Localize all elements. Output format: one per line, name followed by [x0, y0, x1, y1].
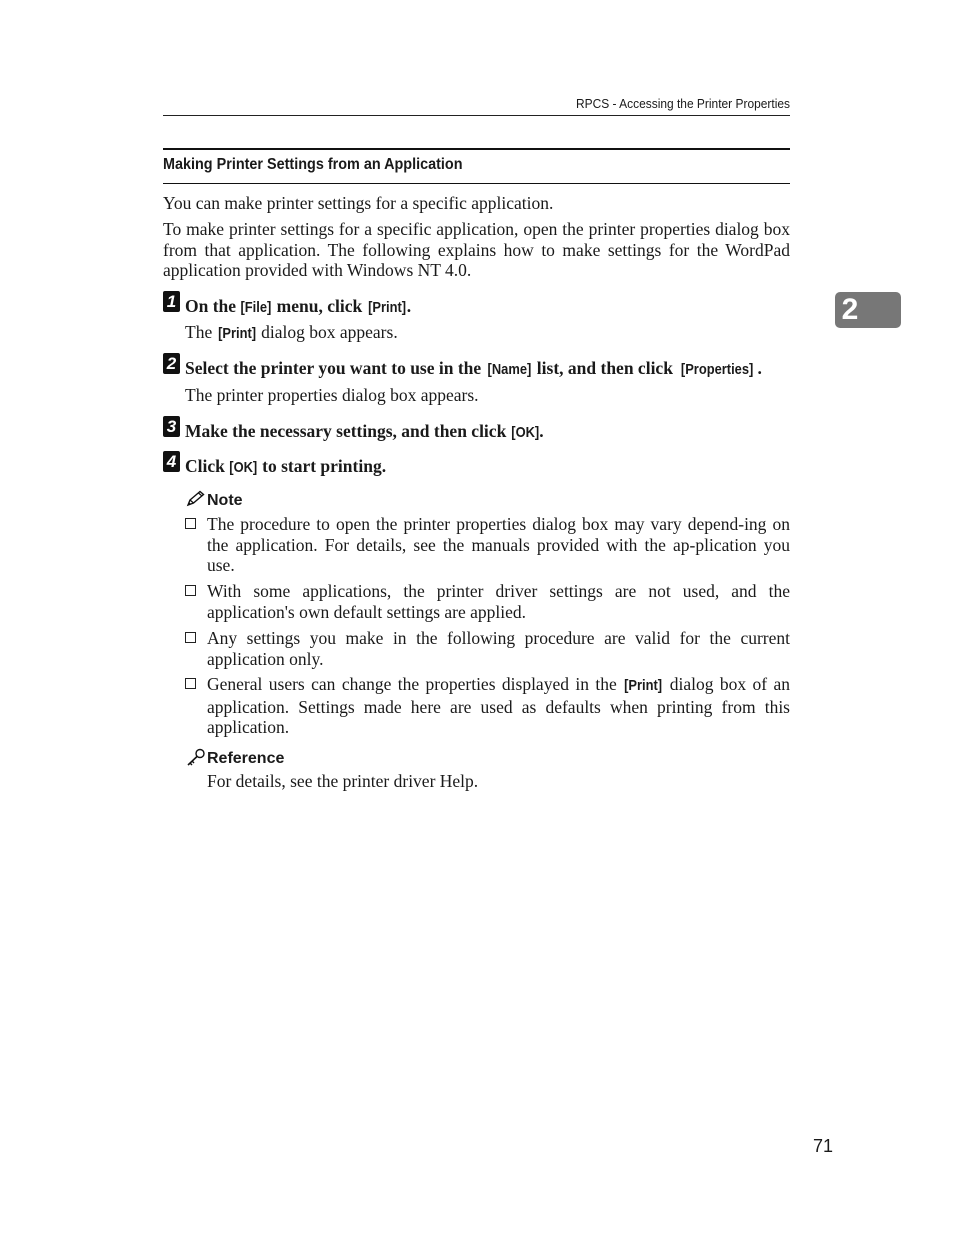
step-1-instruction: [185, 296, 795, 318]
step-2-instruction: [185, 358, 795, 380]
intro-paragraph-1: You can make printer settings for a specific application.: [163, 193, 554, 213]
name-list-keyword: [Name]: [487, 361, 531, 378]
note-item-3: [185, 628, 790, 670]
step-4-text-b: to start printing.: [257, 456, 387, 476]
step-badge-3: 3: [163, 416, 180, 437]
checkbox-icon: [185, 678, 196, 689]
step-4-text-a: Click: [185, 456, 230, 476]
step-2-text-c: .: [757, 358, 762, 378]
print-command-keyword: [Print]: [367, 299, 406, 316]
note-item-4-text: [207, 674, 790, 738]
header-rule: [163, 115, 790, 116]
step-2-text-b: list, and then click: [532, 358, 678, 378]
checkbox-icon: [185, 585, 196, 596]
section-rule-bottom: [163, 183, 790, 184]
step-3-text-a: Make the necessary settings, and then click: [185, 421, 511, 441]
properties-keyword: [Properties]: [681, 361, 754, 378]
ok-keyword: [OK]: [510, 424, 539, 441]
chapter-tab: [835, 292, 901, 328]
note-item-1: [185, 514, 790, 576]
step-2-text-a: Select the printer you want to use in the: [185, 358, 486, 378]
step-badge-1: 1: [163, 291, 180, 312]
step-1-result-b: dialog box appears.: [256, 322, 398, 342]
pencil-icon: [185, 490, 207, 508]
file-menu-keyword: [File]: [240, 299, 272, 316]
step-2-result: The printer properties dialog box appears.: [185, 385, 479, 405]
page-number: 71: [812, 1136, 833, 1156]
running-header: RPCS - Accessing the Printer Properties: [575, 96, 790, 111]
key-icon: [185, 748, 207, 766]
step-4-instruction: [185, 456, 795, 478]
chapter-number: 2: [841, 293, 859, 326]
checkbox-icon: [185, 632, 196, 643]
note-item-1-text: The procedure to open the printer properties dialog box may vary depend-ing on the application. For details, see the manuals provided with the ap-plication you use.: [207, 514, 790, 575]
note-item-3-text: Any settings you make in the following procedure are valid for the current application only.: [207, 628, 790, 669]
step-1-text-c: .: [406, 296, 412, 316]
reference-heading: [185, 748, 284, 769]
note-item-2-text: With some applications, the printer driver settings are not used, and the application's own default settings are applied.: [207, 581, 790, 622]
intro-paragraph-2: To make printer settings for a specific application, open the printer properties dialog box from that application. The following explains how to make settings for the WordPad application provided with Windows NT 4.0.: [163, 219, 790, 280]
step-1-text-a: On the: [185, 296, 241, 316]
note-item-4: [185, 674, 790, 736]
section-title: Making Printer Settings from an Application: [163, 156, 463, 173]
step-1-text-b: menu, click: [272, 296, 367, 316]
reference-title: Reference: [207, 750, 285, 767]
step-3-text-b: .: [539, 421, 544, 441]
ok-keyword-2: [OK]: [229, 459, 258, 476]
note-heading: [185, 490, 243, 511]
checkbox-icon: [185, 518, 196, 529]
step-1-result-a: The: [185, 322, 217, 342]
section-rule-top: [163, 148, 790, 150]
note-item-2: [185, 581, 790, 623]
print-dialog-keyword-2: [Print]: [624, 677, 663, 694]
step-3-instruction: [185, 421, 795, 443]
step-badge-2: 2: [163, 353, 180, 374]
note-title: Note: [207, 492, 243, 509]
reference-text: For details, see the printer driver Help.: [207, 771, 479, 791]
step-1-result: [185, 322, 790, 344]
step-badge-4: 4: [163, 451, 180, 472]
note-item-4-text-a: General users can change the properties displayed in the: [207, 674, 624, 694]
print-dialog-keyword: [Print]: [217, 325, 256, 342]
note-item-4-text-b: dialog box of an application. Settings made here are used as defaults when printing from this application.: [207, 674, 790, 737]
